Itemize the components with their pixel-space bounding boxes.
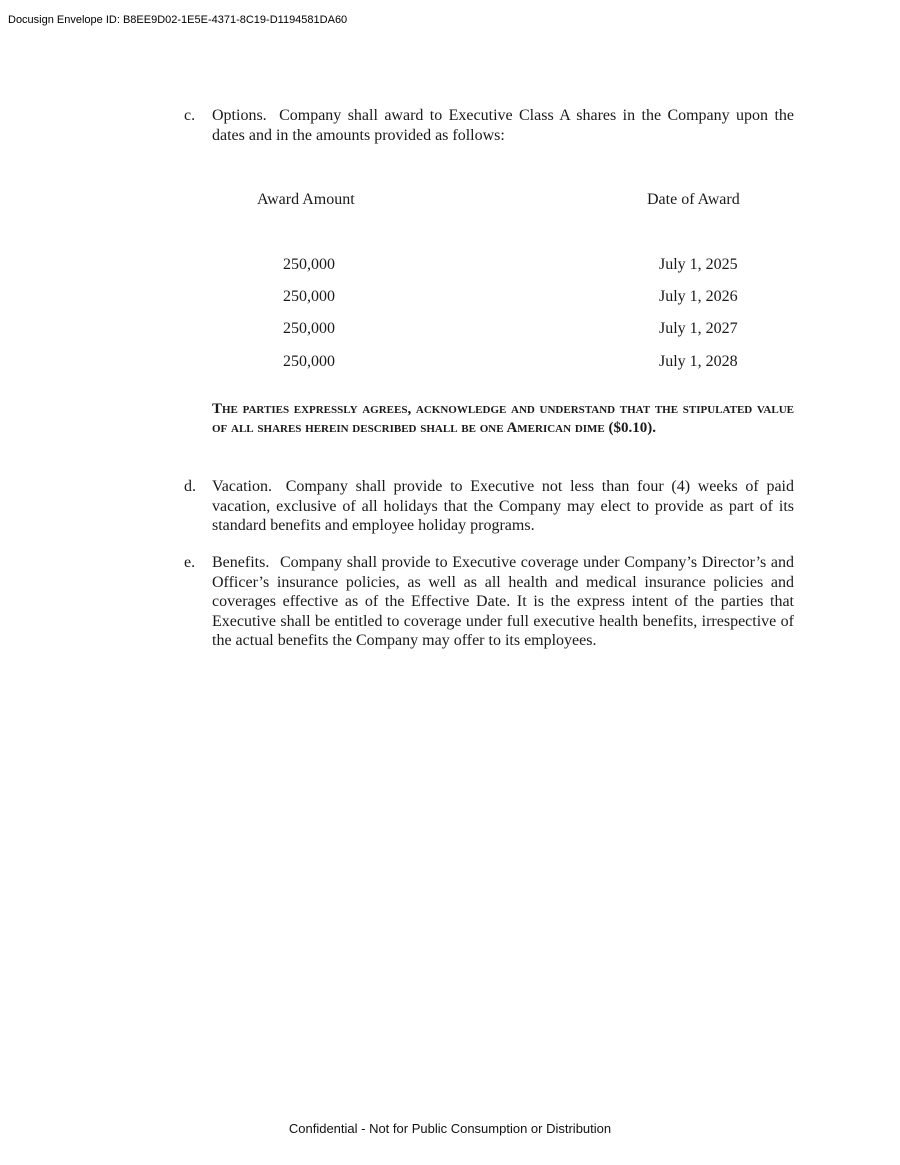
confidential-footer: Confidential - Not for Public Consumption or Distribution xyxy=(288,1121,612,1136)
options-marker: c. xyxy=(184,107,196,124)
date-of-award-header: Date of Award xyxy=(647,191,740,208)
options-heading: Options. xyxy=(212,107,267,124)
benefits-text: Company shall provide to Executive coverage under Company’s Director’s and Officer’s insurance policies, as well as all health and medical insurance policies and coverages effective as of the Effective Date. It is the express intent of the parties that Executive shall be entitled to coverage under full executive health benefits, irrespective of the actual benefits the Company may offer to its employees. xyxy=(212,554,795,649)
envelope-id: Docusign Envelope ID: B8EE9D02-1E5E-4371-8C19-D1194581DA60 xyxy=(8,14,348,26)
options-text: Company shall award to Executive Class A shares in the Company upon the dates and in the amounts provided as follows: xyxy=(212,107,795,144)
benefits-heading: Benefits. xyxy=(212,554,270,571)
share-value-notice: The parties expressly agrees, acknowledge and understand that the stipulated value of all shares herein described shall be one American dime ($0.10). xyxy=(212,401,794,436)
award-date: July 1, 2026 xyxy=(659,288,738,305)
award-date: July 1, 2025 xyxy=(659,256,738,273)
vacation-marker: d. xyxy=(184,478,196,495)
vacation-text: Company shall provide to Executive not less than four (4) weeks of paid vacation, exclusive of all holidays that the Company may elect to provide as part of its standard benefits and employee holiday programs. xyxy=(212,478,795,534)
award-row xyxy=(0,288,900,308)
award-amount: 250,000 xyxy=(283,256,335,273)
award-amount: 250,000 xyxy=(283,353,335,370)
award-row xyxy=(0,320,900,340)
benefits-marker: e. xyxy=(184,554,196,571)
award-amount: 250,000 xyxy=(283,320,335,337)
section-options xyxy=(184,106,795,145)
award-row xyxy=(0,353,900,373)
award-row xyxy=(0,256,900,276)
award-date: July 1, 2028 xyxy=(659,353,738,370)
award-date: July 1, 2027 xyxy=(659,320,738,337)
vacation-heading: Vacation. xyxy=(212,478,272,495)
section-vacation xyxy=(184,477,795,536)
section-benefits xyxy=(184,553,795,651)
award-amount: 250,000 xyxy=(283,288,335,305)
award-amount-header: Award Amount xyxy=(257,191,355,208)
